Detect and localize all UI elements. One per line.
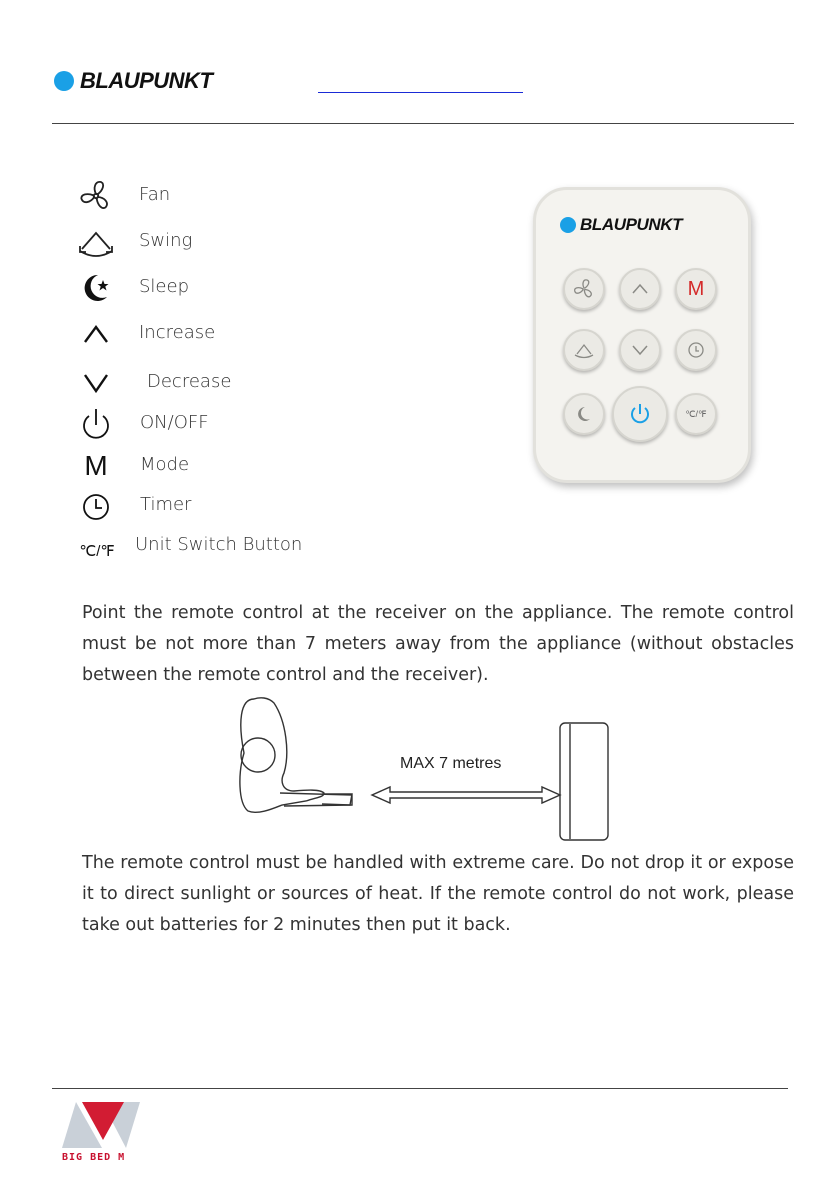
- footer-logo: [62, 1102, 140, 1163]
- unit-symbol: ℃/℉: [79, 543, 115, 560]
- legend-label: Timer: [140, 494, 192, 515]
- remote-timer-button: [675, 329, 717, 371]
- chevron-down-icon: [74, 363, 118, 403]
- instruction-paragraph-1: Point the remote control at the receiver on the appliance. The remote control must be not more than 7 meters away from the appliance (without obstacles between the remote control and the receiver).: [82, 603, 794, 685]
- clock-icon: [74, 486, 118, 526]
- legend-row-increase: [74, 314, 404, 354]
- brand-logo: [54, 68, 212, 94]
- remote-fan-button: [563, 268, 605, 310]
- power-icon: [74, 404, 118, 444]
- remote-brand-dot: [560, 217, 576, 233]
- remote-brand-name: BLAUPUNKT: [580, 215, 683, 234]
- remote-down-button: [619, 329, 661, 371]
- remote-unit-button: [675, 393, 717, 435]
- legend-label: Unit Switch Button: [135, 534, 303, 555]
- chevron-up-icon: [74, 314, 118, 354]
- remote-control-image: [533, 187, 751, 483]
- sleep-moon-icon: [74, 268, 118, 308]
- celsius-fahrenheit-icon: [72, 526, 122, 566]
- remote-swing-button: [563, 329, 605, 371]
- legend-row-decrease: [74, 363, 404, 403]
- legend-row-onoff: [74, 404, 404, 444]
- brand-dot: [54, 71, 74, 91]
- legend-label: Fan: [139, 184, 171, 205]
- fan-icon: [74, 176, 118, 216]
- legend-row-timer: [74, 486, 404, 526]
- brand-name: BLAUPUNKT: [80, 68, 213, 93]
- swing-icon: [74, 222, 118, 262]
- mode-icon: [74, 446, 118, 486]
- header-link-underline[interactable]: [318, 92, 523, 93]
- footer-rule: [52, 1088, 788, 1089]
- remote-up-button: [619, 268, 661, 310]
- distance-label: MAX 7 metres: [400, 755, 502, 772]
- legend-label: Increase: [139, 322, 216, 343]
- distance-diagram: [232, 693, 616, 843]
- remote-sleep-button: [563, 393, 605, 435]
- legend-row-swing: [74, 222, 404, 262]
- legend-row-sleep: [74, 268, 404, 308]
- header-rule: [52, 123, 794, 124]
- legend-label: Mode: [140, 454, 190, 475]
- legend-label: Swing: [139, 230, 193, 251]
- legend-label: ON/OFF: [140, 412, 209, 433]
- footer-logo-mark: [62, 1102, 140, 1148]
- remote-brand-logo: [560, 215, 682, 235]
- remote-mode-label: M: [687, 277, 705, 300]
- instruction-paragraph-2: The remote control must be handled with extreme care. Do not drop it or expose it to direct sunlight or sources of heat. If the remote control do not work, please take out batteries for 2 minutes then put it back.: [82, 853, 794, 935]
- mode-symbol: M: [84, 450, 108, 481]
- footer-logo-text: BIG BED M: [62, 1152, 126, 1163]
- remote-power-button: [612, 386, 668, 442]
- legend-label: Sleep: [139, 276, 190, 297]
- legend-label: Decrease: [147, 371, 232, 392]
- legend-row-fan: [74, 176, 404, 216]
- legend-row-mode: [74, 446, 404, 486]
- remote-mode-button: [675, 268, 717, 310]
- legend-row-unit: [74, 526, 404, 566]
- remote-unit-label: ℃/℉: [685, 408, 707, 419]
